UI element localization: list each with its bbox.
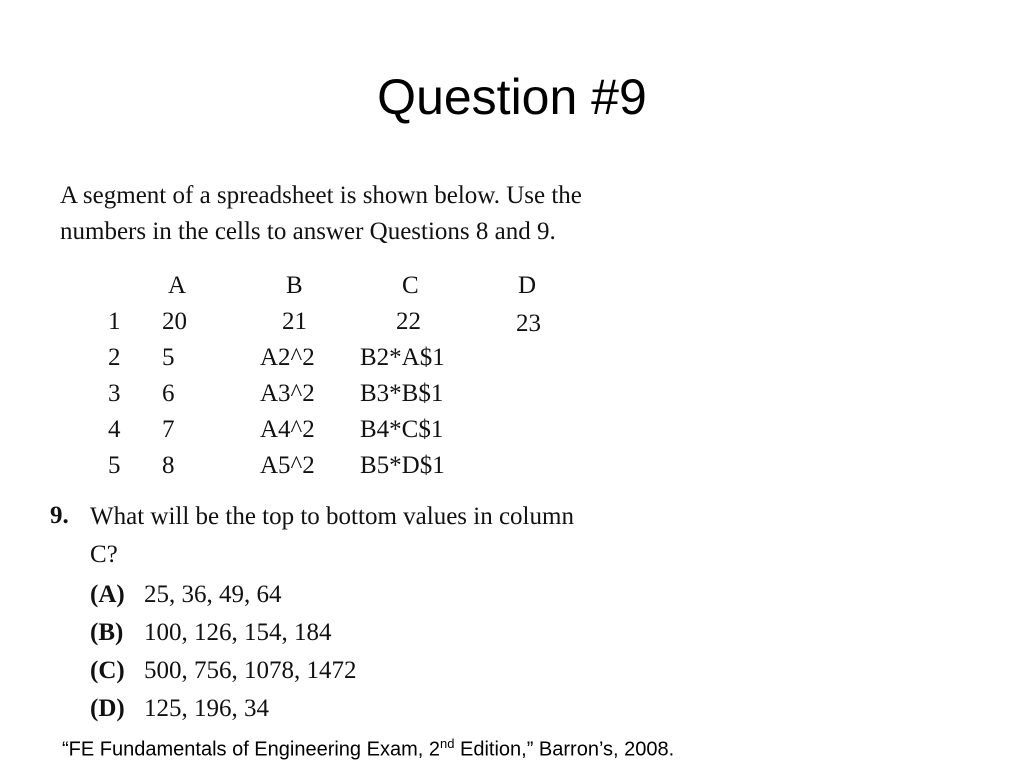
table-cell: B5*D$1 [360,452,445,479]
column-header: B [286,272,303,299]
citation-text: “FE Fundamentals of Engineering Exam, 2 [62,738,440,761]
table-cell: A5^2 [260,452,315,479]
option-text: 500, 756, 1078, 1472 [144,657,357,684]
option-letter: (A) [90,581,125,608]
column-header: A [168,272,187,299]
scanned-question-image [50,170,730,720]
option-text: 100, 126, 154, 184 [144,619,332,646]
table-cell: B4*C$1 [360,416,444,443]
table-cell: A3^2 [260,380,315,407]
table-cell: 21 [282,308,307,335]
table-cell: 7 [162,416,175,443]
citation-superscript: nd [439,736,455,751]
row-number: 1 [108,308,121,335]
question-text [90,498,574,574]
table-cell: A4^2 [260,416,315,443]
intro-text [60,178,582,250]
table-cell: 8 [162,452,175,479]
table-cell: 23 [516,310,541,337]
question-line: What will be the top to bottom values in column [90,503,574,530]
slide-title: Question #9 [377,69,647,125]
row-number: 3 [108,380,121,407]
row-number: 4 [108,416,121,443]
column-header: D [518,272,537,299]
citation-text: Edition,” Barron’s, 2008. [454,738,675,761]
answer-option-d [90,690,357,728]
table-cell: B2*A$1 [360,344,445,371]
table-cell: 22 [396,308,421,335]
answer-option-a [90,576,357,614]
option-text: 25, 36, 49, 64 [144,581,282,608]
table-cell: B3*B$1 [360,380,444,407]
option-text: 125, 196, 34 [144,695,269,722]
answer-option-c [90,652,357,690]
table-cell: A2^2 [260,344,315,371]
table-cell: 20 [162,308,187,335]
option-letter: (C) [90,657,125,684]
answer-options [90,576,357,728]
question-line: C? [90,541,118,568]
option-letter: (D) [90,695,125,722]
intro-line: A segment of a spreadsheet is shown below. Use the [60,182,582,209]
option-letter: (B) [90,619,124,646]
intro-line: numbers in the cells to answer Questions 8 and 9. [60,218,556,245]
question-number: 9. [50,502,69,529]
source-citation [62,736,674,762]
table-cell: 6 [162,380,175,407]
answer-option-b [90,614,357,652]
row-number: 5 [108,452,121,479]
row-number: 2 [108,344,121,371]
table-cell: 5 [162,344,175,371]
column-header: C [402,272,419,299]
